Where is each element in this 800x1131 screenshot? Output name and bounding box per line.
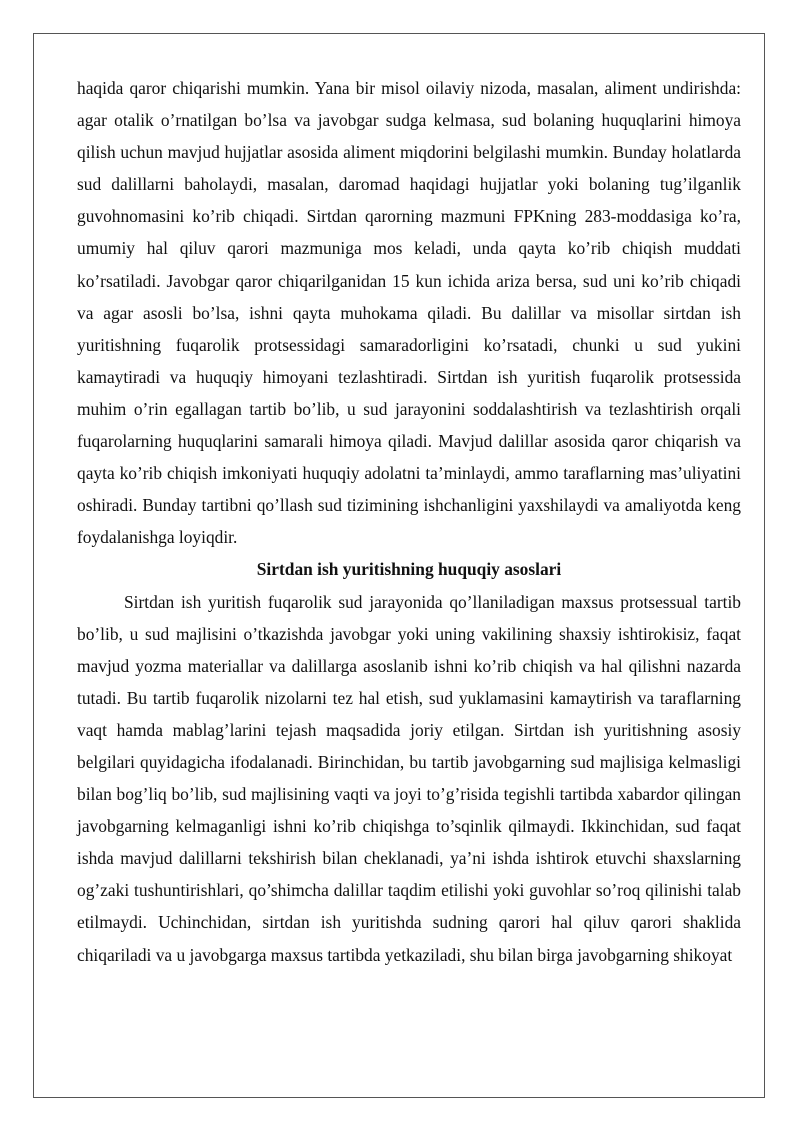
document-body xyxy=(77,72,741,971)
body-paragraph-2: Sirtdan ish yuritish fuqarolik sud jarayonida qo’llaniladigan maxsus protsessual tartib bo’lib, u sud majlisini o’tkazishda javobgar yoki uning vakilining shaxsiy ishtirokisiz, faqat mavjud yozma materiallar va dalillarga asoslanib ishni ko’rib chiqish va hal qilishni nazarda tutadi. Bu tartib fuqarolik nizolarni tez hal etish, sud yuklamasini kamaytirish va taraflarning vaqt hamda mablag’larini tejash maqsadida joriy etilgan. Sirtdan ish yuritishning asosiy belgilari quyidagicha ifodalanadi. Birinchidan, bu tartib javobgarning sud majlisiga kelmasligi bilan bog’liq bo’lib, sud majlisining vaqti va joyi to’g’risida tegishli tartibda xabardor qilingan javobgarning kelmaganligi ishni ko’rib chiqishga to’sqinlik qilmaydi. Ikkinchidan, sud faqat ishda mavjud dalillarni tekshirish bilan cheklanadi, ya’ni ishda ishtirok etuvchi shaxslarning og’zaki tushuntirishlari, qo’shimcha dalillar taqdim etilishi yoki guvohlar so’roq qilinishi talab etilmaydi. Uchinchidan, sirtdan ish yuritishda sudning qarori hal qiluv qarori shaklida chiqariladi va u javobgarga maxsus tartibda yetkaziladi, shu bilan birga javobgarning shikoyat xyxy=(77,591,741,965)
section-heading: Sirtdan ish yuritishning huquqiy asoslari xyxy=(256,559,562,580)
body-paragraph-1: haqida qaror chiqarishi mumkin. Yana bir misol oilaviy nizoda, masalan, aliment undirishda: agar otalik o’rnatilgan bo’lsa va javobgar sudga kelmasa, sud bolaning huquqlarini himoya qilish uchun mavjud hujjatlar asosida aliment miqdorini belgilashi mumkin. Bunday holatlarda sud dalillarni baholaydi, masalan, daromad haqidagi hujjatlar yoki bolaning tug’ilganlik guvohnomasini ko’rib chiqadi. Sirtdan qarorning mazmuni FPKning 283-moddasiga ko’ra, umumiy hal qiluv qarori mazmuniga mos keladi, unda qayta ko’rib chiqish muddati ko’rsatiladi. Javobgar qaror chiqarilganidan 15 kun ichida ariza bersa, sud uni ko’rib chiqadi va agar asosli bo’lsa, ishni qayta muhokama qiladi. Bu dalillar va misollar sirtdan ish yuritishning fuqarolik protsessidagi samaradorligini ko’rsatadi, chunki u sud yukini kamaytiradi va huquqiy himoyani tezlashtiradi. Sirtdan ish yuritish fuqarolik protsessida muhim o’rin egallagan tartib bo’lib, u sud jarayonini soddalashtirish va tezlashtirish orqali fuqarolarning huquqlarini samarali himoya qiladi. Mavjud dalillar asosida qaror chiqarish va qayta ko’rib chiqish imkoniyati huquqiy adolatni ta’minlaydi, ammo taraflarning mas’uliyatini oshiradi. Bunday tartibni qo’llash sud tizimining ishchanligini yaxshilaydi va amaliyotda keng foydalanishga loyiqdir. xyxy=(77,78,741,548)
